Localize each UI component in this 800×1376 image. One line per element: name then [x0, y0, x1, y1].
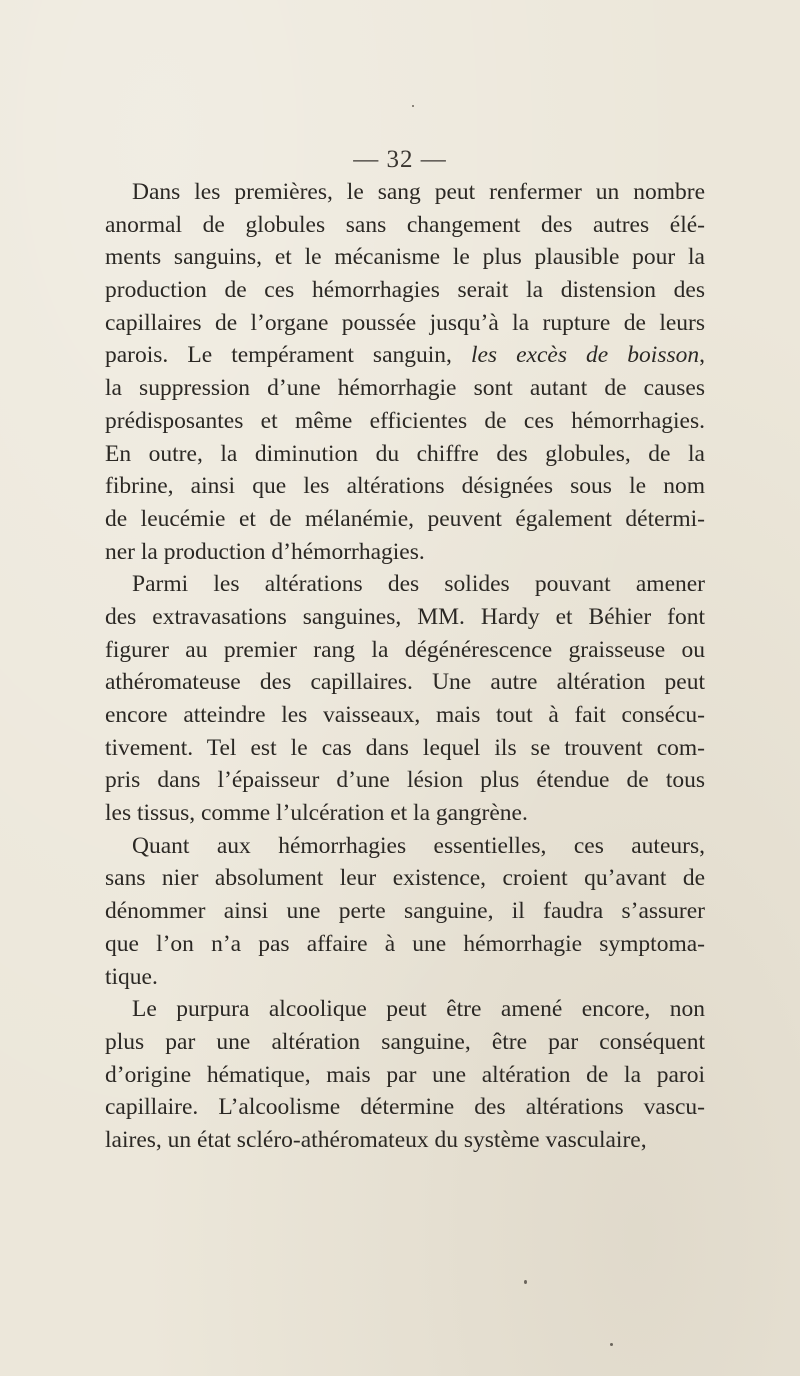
text-line: ner la production d’hémorrhagies.	[105, 538, 425, 565]
text-run: ,	[699, 342, 705, 369]
text-line: ments sanguins, et le mécanisme le plus plausible pour la	[105, 244, 705, 271]
text-line: dénommer ainsi une perte sanguine, il faudra s’assurer	[105, 898, 705, 925]
text-line: athéromateuse des capillaires. Une autre altération peut	[105, 669, 705, 696]
text-line: pris dans l’épaisseur d’une lésion plus étendue de tous	[105, 767, 705, 794]
paper-speck	[524, 1280, 527, 1284]
text-line: que l’on n’a pas affaire à une hémorrhagie symptoma-	[105, 930, 705, 957]
text-line: tique.	[105, 963, 158, 990]
text-line: des extravasations sanguines, MM. Hardy et Béhier font	[105, 603, 705, 630]
text-run: parois. Le tempérament sanguin,	[105, 342, 471, 369]
paper-speck	[412, 105, 414, 107]
text-line: la suppression d’une hémorrhagie sont autant de causes	[105, 375, 705, 402]
text-line: encore atteindre les vaisseaux, mais tout à fait consécu-	[105, 702, 705, 728]
text-line: Le purpura alcoolique peut être amené encore, non	[132, 996, 705, 1023]
text-line: laires, un état scléro-athéromateux du système vasculaire,	[105, 1126, 647, 1153]
text-line: sans nier absolument leur existence, croient qu’avant de	[105, 865, 705, 892]
text-line: capillaires de l’organe poussée jusqu’à la rupture de leurs	[105, 309, 705, 336]
paper-speck	[610, 1343, 613, 1346]
text-line: prédisposantes et même efficientes de ces hémorrhagies.	[105, 407, 705, 434]
text-line: production de ces hémorrhagies serait la distension des	[105, 277, 705, 304]
text-line: de leucémie et de mélanémie, peuvent également détermi-	[105, 505, 705, 532]
text-line-mixed	[105, 339, 705, 372]
text-line: Quant aux hémorrhagies essentielles, ces auteurs,	[132, 832, 705, 859]
text-line: tivement. Tel est le cas dans lequel ils se trouvent com-	[105, 734, 705, 761]
body-text	[105, 176, 705, 1157]
text-line: plus par une altération sanguine, être par conséquent	[105, 1028, 705, 1055]
text-line: figurer au premier rang la dégénérescence graisseuse ou	[105, 636, 705, 663]
text-line: les tissus, comme l’ulcération et la gangrène.	[105, 800, 528, 827]
text-line: fibrine, ainsi que les altérations désignées sous le nom	[105, 473, 705, 500]
text-line: capillaire. L’alcoolisme détermine des altérations vascu-	[105, 1094, 705, 1121]
text-line: Dans les premières, le sang peut renfermer un nombre	[132, 179, 705, 205]
page-number: — 32 —	[353, 146, 447, 173]
text-line: Parmi les altérations des solides pouvant amener	[132, 571, 705, 598]
italic-text-run: les excès de boisson	[470, 342, 700, 369]
text-line: En outre, la diminution du chiffre des globules, de la	[105, 440, 705, 467]
text-line: d’origine hématique, mais par une altération de la paroi	[105, 1061, 705, 1088]
text-line: anormal de globules sans changement des autres élé-	[105, 211, 705, 238]
